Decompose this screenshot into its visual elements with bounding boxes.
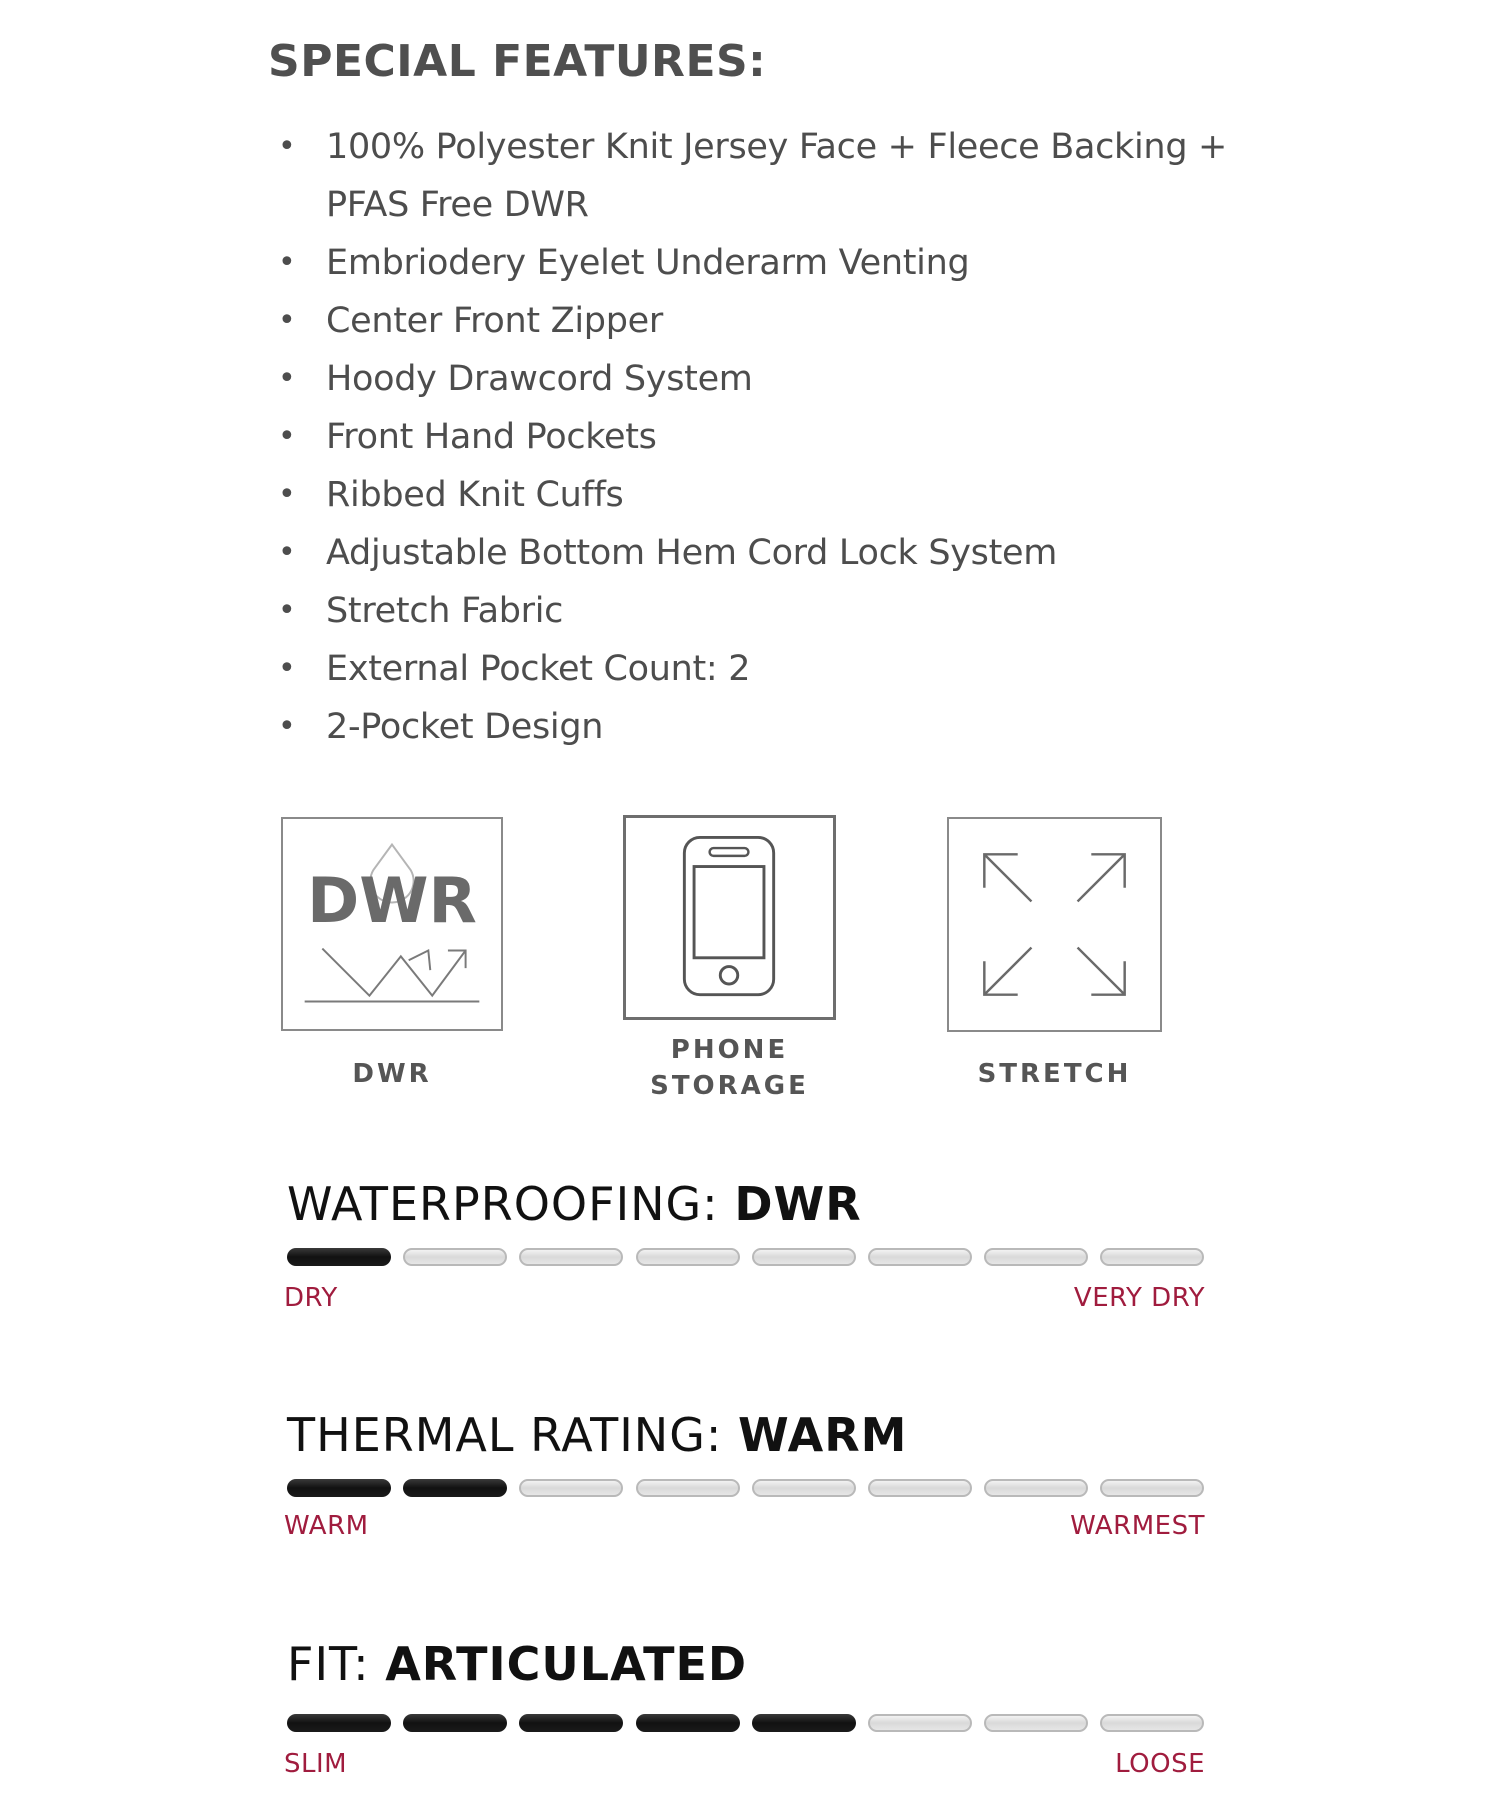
rating-min-label: WARM [284,1511,369,1541]
rating-max-label: WARMEST [1070,1511,1205,1541]
rating-segment-empty [1100,1714,1204,1732]
stretch-label: STRETCH [977,1059,1132,1089]
rating-segment-filled [403,1479,507,1497]
rating-max-label: VERY DRY [1073,1283,1205,1313]
rating-segment-empty [868,1479,972,1497]
rating-min-label: DRY [284,1283,338,1313]
feature-item: • Front Hand Pockets [278,408,1258,466]
bullet-icon: • [278,419,296,454]
rating-segment-filled [403,1714,507,1732]
phone-icon [623,815,836,1020]
rating-segment-empty [403,1248,507,1266]
dwr-glyph-text: DWR [307,864,477,938]
rating-title [287,1177,862,1231]
rating-bar [287,1248,1205,1268]
rating-min-label: SLIM [284,1749,348,1779]
rating-segment-filled [287,1479,391,1497]
rating-bar [287,1714,1205,1734]
rating-value: ARTICULATED [385,1637,748,1691]
stretch-icon [947,817,1162,1032]
rating-max-label: LOOSE [1115,1749,1205,1779]
feature-list [278,118,1258,756]
bullet-icon: • [278,303,296,338]
bullet-icon: • [278,129,296,164]
phone-storage-label-line1: PHONE [670,1035,789,1065]
bullet-icon: • [278,593,296,628]
rating-segment-empty [868,1714,972,1732]
feature-item: • 100% Polyester Knit Jersey Face + Fleece Backing + PFAS Free DWR [278,118,1258,234]
rating-segment-empty [984,1714,1088,1732]
feature-item: • Center Front Zipper [278,292,1258,350]
dwr-icon [281,817,503,1031]
rating-segment-filled [287,1248,391,1266]
feature-item: • Embriodery Eyelet Underarm Venting [278,234,1258,292]
rating-segment-empty [1100,1479,1204,1497]
phone-storage-label [600,1032,859,1104]
rating-value: WARM [737,1408,908,1462]
bullet-icon: • [278,709,296,744]
rating-segment-filled [519,1714,623,1732]
phone-icon-graphic [626,818,833,1017]
feature-item: • External Pocket Count: 2 [278,640,1258,698]
feature-item: • 2-Pocket Design [278,698,1258,756]
rating-label: WATERPROOFING: [287,1177,735,1231]
bullet-icon: • [278,245,296,280]
rating-title [287,1637,747,1691]
feature-item: • Adjustable Bottom Hem Cord Lock System [278,524,1258,582]
rating-label: THERMAL RATING: [287,1408,738,1462]
rating-segment-empty [1100,1248,1204,1266]
rating-title [287,1408,907,1462]
bullet-icon: • [278,477,296,512]
rating-segment-filled [752,1714,856,1732]
rating-segment-empty [636,1248,740,1266]
rating-segment-filled [636,1714,740,1732]
phone-storage-label-line2: STORAGE [650,1071,809,1101]
bullet-icon: • [278,535,296,570]
special-features-title: SPECIAL FEATURES: [268,36,767,87]
rating-segment-empty [984,1479,1088,1497]
dwr-label: DWR [352,1059,432,1089]
rating-segment-empty [519,1248,623,1266]
rating-segment-empty [984,1248,1088,1266]
stretch-icon-graphic [949,819,1160,1030]
rating-value: DWR [734,1177,862,1231]
feature-item: • Ribbed Knit Cuffs [278,466,1258,524]
rating-segment-filled [287,1714,391,1732]
feature-item: • Stretch Fabric [278,582,1258,640]
rating-segment-empty [752,1248,856,1266]
bullet-icon: • [278,651,296,686]
rating-segment-empty [868,1248,972,1266]
bullet-icon: • [278,361,296,396]
rating-segment-empty [752,1479,856,1497]
rating-segment-empty [519,1479,623,1497]
feature-item: • Hoody Drawcord System [278,350,1258,408]
rating-bar [287,1479,1205,1499]
dwr-icon-graphic [283,819,501,1029]
rating-label: FIT: [287,1637,386,1691]
rating-segment-empty [636,1479,740,1497]
